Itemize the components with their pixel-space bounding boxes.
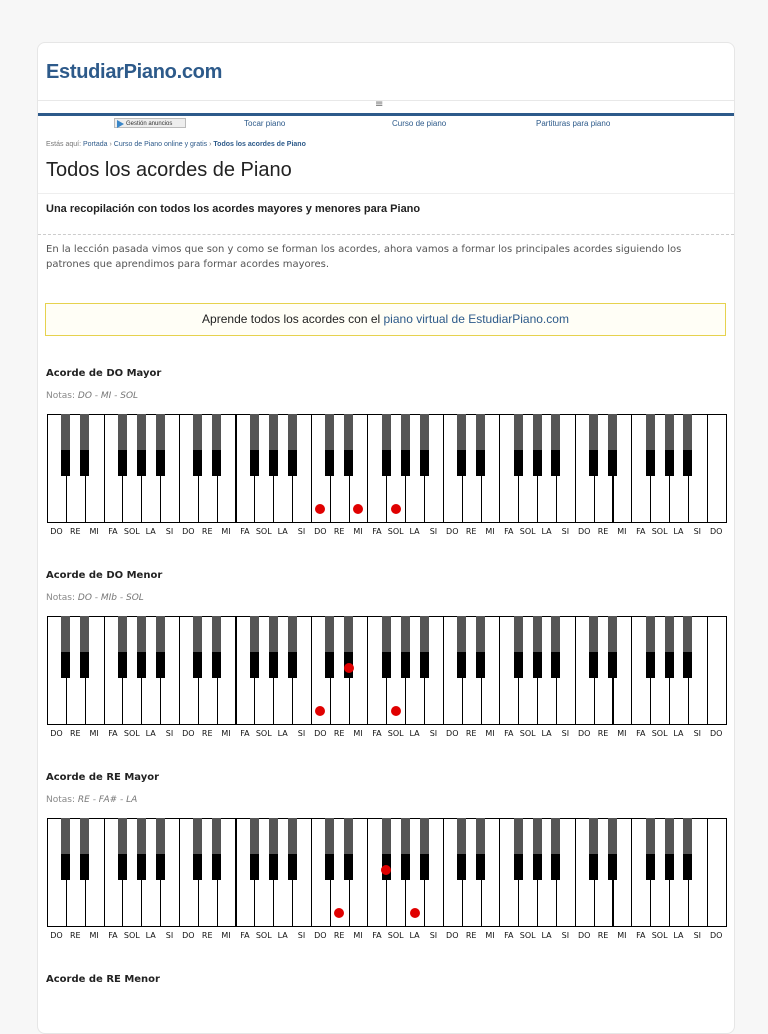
- key-label: LA: [409, 931, 420, 940]
- black-key[interactable]: [608, 616, 617, 678]
- piano-keyboard[interactable]: [47, 818, 725, 940]
- site-logo[interactable]: EstudiarPiano.com: [46, 61, 223, 83]
- black-key[interactable]: [401, 414, 410, 476]
- black-key[interactable]: [118, 616, 127, 678]
- piano-keyboard[interactable]: [47, 414, 725, 536]
- black-key[interactable]: [646, 616, 655, 678]
- key-label: DO: [577, 527, 591, 536]
- key-label: FA: [504, 931, 514, 940]
- key-label: SI: [561, 931, 570, 940]
- key-label: MI: [485, 931, 495, 940]
- black-key[interactable]: [137, 818, 146, 880]
- breadcrumb-separator: ›: [109, 141, 112, 148]
- key-label: DO: [182, 527, 195, 536]
- black-key[interactable]: [401, 818, 410, 880]
- key-label: DO: [314, 931, 327, 940]
- black-key[interactable]: [193, 818, 202, 880]
- black-key[interactable]: [250, 414, 259, 476]
- black-key[interactable]: [212, 414, 221, 476]
- black-key[interactable]: [533, 818, 542, 880]
- key-label: MI: [353, 527, 363, 536]
- key-label: DO: [50, 527, 63, 536]
- key-label: SOL: [387, 931, 404, 940]
- key-label: LA: [673, 729, 684, 738]
- black-key[interactable]: [589, 414, 598, 476]
- black-key[interactable]: [288, 414, 297, 476]
- key-label: FA: [240, 931, 250, 940]
- black-key[interactable]: [476, 818, 485, 880]
- black-key[interactable]: [683, 414, 692, 476]
- chord-notes: [46, 391, 138, 401]
- key-label: RE: [465, 729, 477, 738]
- key-label: LA: [541, 729, 552, 738]
- key-label: SI: [693, 931, 702, 940]
- callout-box: [45, 303, 726, 336]
- black-key[interactable]: [457, 616, 466, 678]
- key-label: MI: [89, 729, 99, 738]
- key-label: DO: [50, 729, 63, 738]
- black-key[interactable]: [156, 818, 165, 880]
- black-key[interactable]: [683, 818, 692, 880]
- black-key[interactable]: [80, 414, 89, 476]
- key-label: MI: [353, 931, 363, 940]
- play-triangle-icon: [117, 120, 124, 128]
- chord-title: Acorde de RE Mayor: [46, 772, 160, 783]
- key-label: SOL: [651, 931, 668, 940]
- key-label: FA: [636, 527, 646, 536]
- key-label: SOL: [387, 729, 404, 738]
- black-key[interactable]: [250, 818, 259, 880]
- black-key[interactable]: [457, 414, 466, 476]
- breadcrumb: [46, 141, 306, 148]
- page-title: Todos los acordes de Piano: [46, 159, 292, 181]
- key-label: RE: [201, 527, 213, 536]
- note-marker: [391, 504, 401, 514]
- key-label: DO: [446, 527, 459, 536]
- key-label: SI: [297, 729, 306, 738]
- breadcrumb-item-curso[interactable]: Curso de Piano online y gratis: [113, 141, 208, 148]
- key-label: SOL: [123, 527, 140, 536]
- key-label: DO: [182, 931, 195, 940]
- nav-item-partituras[interactable]: Partituras para piano: [536, 119, 611, 128]
- key-label: RE: [69, 527, 81, 536]
- black-key[interactable]: [589, 818, 598, 880]
- black-key[interactable]: [457, 818, 466, 880]
- key-label: FA: [372, 527, 382, 536]
- breadcrumb-item-current: Todos los acordes de Piano: [213, 141, 306, 148]
- intro-paragraph: En la lección pasada vimos que son y como se forman los acordes, ahora vamos a formar los principales acordes siguiendo los patrones que aprendimos para formar acordes mayores.: [46, 244, 682, 270]
- chord-title: Acorde de RE Menor: [46, 974, 160, 985]
- key-label: SOL: [651, 527, 668, 536]
- black-key[interactable]: [420, 414, 429, 476]
- key-label: SI: [165, 729, 174, 738]
- black-key[interactable]: [420, 616, 429, 678]
- key-label: DO: [50, 931, 63, 940]
- key-label: LA: [673, 527, 684, 536]
- key-label: FA: [636, 931, 646, 940]
- key-label: FA: [240, 527, 250, 536]
- black-key[interactable]: [344, 818, 353, 880]
- key-label: DO: [446, 729, 459, 738]
- key-label: SI: [561, 527, 570, 536]
- chord-title: Acorde de DO Mayor: [46, 368, 162, 379]
- black-key[interactable]: [325, 818, 334, 880]
- key-label: RE: [201, 931, 213, 940]
- black-key[interactable]: [551, 414, 560, 476]
- note-marker: [353, 504, 363, 514]
- key-label: DO: [709, 931, 723, 940]
- key-label: RE: [597, 931, 609, 940]
- notes-label: Notas:: [46, 593, 76, 603]
- black-key[interactable]: [514, 818, 523, 880]
- nav-bar: [38, 113, 734, 116]
- black-key[interactable]: [212, 616, 221, 678]
- key-label: SOL: [255, 527, 272, 536]
- key-label: FA: [372, 729, 382, 738]
- ad-settings-label: Gestión anuncios: [126, 121, 173, 127]
- key-label: RE: [465, 527, 477, 536]
- black-key[interactable]: [269, 414, 278, 476]
- breadcrumb-separator: ›: [209, 141, 212, 148]
- notes-value: RE - FA# - LA: [77, 795, 138, 805]
- black-key[interactable]: [80, 616, 89, 678]
- black-key[interactable]: [250, 616, 259, 678]
- black-key[interactable]: [514, 414, 523, 476]
- black-key[interactable]: [80, 818, 89, 880]
- key-label: DO: [577, 729, 591, 738]
- key-label: FA: [108, 729, 118, 738]
- note-marker: [410, 908, 420, 918]
- key-label: SI: [429, 931, 438, 940]
- black-key[interactable]: [608, 818, 617, 880]
- black-key[interactable]: [61, 414, 70, 476]
- black-key[interactable]: [646, 414, 655, 476]
- black-key[interactable]: [683, 616, 692, 678]
- key-label: MI: [221, 527, 231, 536]
- key-label: LA: [145, 931, 156, 940]
- key-label: RE: [333, 729, 345, 738]
- key-label: FA: [372, 931, 382, 940]
- key-label: SOL: [651, 729, 668, 738]
- key-label: RE: [597, 527, 609, 536]
- key-label: RE: [597, 729, 609, 738]
- black-key[interactable]: [665, 616, 674, 678]
- key-label: MI: [353, 729, 363, 738]
- black-key[interactable]: [589, 616, 598, 678]
- black-key[interactable]: [137, 616, 146, 678]
- black-key[interactable]: [533, 414, 542, 476]
- black-key[interactable]: [193, 616, 202, 678]
- key-label: MI: [89, 527, 99, 536]
- key-label: LA: [145, 729, 156, 738]
- black-key[interactable]: [382, 414, 391, 476]
- black-key[interactable]: [665, 818, 674, 880]
- key-label: MI: [617, 931, 627, 940]
- black-key[interactable]: [156, 616, 165, 678]
- callout-text: Aprende todos los acordes con el: [202, 312, 384, 326]
- key-label: FA: [504, 527, 514, 536]
- key-label: LA: [277, 729, 288, 738]
- key-label: RE: [69, 729, 81, 738]
- black-key[interactable]: [551, 616, 560, 678]
- key-label: MI: [89, 931, 99, 940]
- breadcrumb-item-portada[interactable]: Portada: [82, 141, 108, 148]
- black-key[interactable]: [514, 616, 523, 678]
- black-key[interactable]: [476, 414, 485, 476]
- key-label: RE: [201, 729, 213, 738]
- key-label: SI: [297, 931, 306, 940]
- notes-value: DO - MIb - SOL: [77, 593, 144, 603]
- menu-icon[interactable]: ≡: [375, 99, 384, 110]
- key-label: SOL: [123, 729, 140, 738]
- key-label: FA: [636, 729, 646, 738]
- key-label: LA: [145, 527, 156, 536]
- key-label: SOL: [255, 931, 272, 940]
- key-label: RE: [465, 931, 477, 940]
- black-key[interactable]: [288, 616, 297, 678]
- key-label: LA: [409, 527, 420, 536]
- notes-label: Notas:: [46, 795, 76, 805]
- white-key[interactable]: [707, 818, 727, 927]
- black-key[interactable]: [118, 818, 127, 880]
- key-label: LA: [541, 931, 552, 940]
- key-label: SI: [429, 729, 438, 738]
- key-label: MI: [617, 729, 627, 738]
- page-container: [37, 42, 735, 1034]
- key-label: LA: [541, 527, 552, 536]
- key-label: LA: [277, 931, 288, 940]
- key-label: FA: [240, 729, 250, 738]
- key-label: MI: [221, 729, 231, 738]
- dashed-divider: [38, 234, 734, 235]
- key-label: DO: [446, 931, 459, 940]
- chord-notes: [46, 593, 144, 603]
- key-label: LA: [277, 527, 288, 536]
- black-key[interactable]: [61, 818, 70, 880]
- black-key[interactable]: [420, 818, 429, 880]
- black-key[interactable]: [665, 414, 674, 476]
- key-label: SI: [693, 527, 702, 536]
- virtual-piano-link[interactable]: piano virtual de EstudiarPiano.com: [383, 312, 569, 326]
- black-key[interactable]: [401, 616, 410, 678]
- black-key[interactable]: [269, 818, 278, 880]
- chord-title: Acorde de DO Menor: [46, 570, 163, 581]
- key-label: DO: [314, 729, 327, 738]
- page-subtitle: Una recopilación con todos los acordes mayores y menores para Piano: [46, 203, 421, 215]
- key-label: MI: [221, 931, 231, 940]
- key-label: SOL: [255, 729, 272, 738]
- black-key[interactable]: [325, 616, 334, 678]
- notes-label: Notas:: [46, 391, 76, 401]
- key-label: SOL: [519, 527, 536, 536]
- key-label: SI: [561, 729, 570, 738]
- note-marker: [391, 706, 401, 716]
- nav-item-tocar-piano[interactable]: Tocar piano: [244, 119, 286, 128]
- key-label: DO: [709, 527, 723, 536]
- white-key[interactable]: [707, 414, 727, 523]
- black-key[interactable]: [118, 414, 127, 476]
- black-key[interactable]: [325, 414, 334, 476]
- key-label: SOL: [519, 931, 536, 940]
- key-label: DO: [182, 729, 195, 738]
- note-marker: [344, 663, 354, 673]
- key-label: DO: [314, 527, 327, 536]
- key-label: RE: [333, 931, 345, 940]
- black-key[interactable]: [608, 414, 617, 476]
- black-key[interactable]: [193, 414, 202, 476]
- header-divider: [38, 100, 734, 101]
- key-label: DO: [709, 729, 723, 738]
- key-label: SOL: [387, 527, 404, 536]
- white-key[interactable]: [707, 616, 727, 725]
- key-label: RE: [69, 931, 81, 940]
- black-key[interactable]: [382, 616, 391, 678]
- key-label: LA: [409, 729, 420, 738]
- key-label: FA: [108, 527, 118, 536]
- title-divider: [38, 193, 734, 194]
- key-label: RE: [333, 527, 345, 536]
- key-label: SI: [297, 527, 306, 536]
- breadcrumb-prefix: Estás aquí:: [46, 141, 82, 148]
- black-key[interactable]: [137, 414, 146, 476]
- key-label: DO: [577, 931, 591, 940]
- black-key[interactable]: [476, 616, 485, 678]
- black-key[interactable]: [344, 414, 353, 476]
- key-label: MI: [617, 527, 627, 536]
- key-label: SOL: [519, 729, 536, 738]
- black-key[interactable]: [646, 818, 655, 880]
- key-label: SI: [165, 931, 174, 940]
- key-label: LA: [673, 931, 684, 940]
- black-key[interactable]: [288, 818, 297, 880]
- black-key[interactable]: [61, 616, 70, 678]
- black-key[interactable]: [156, 414, 165, 476]
- key-label: FA: [504, 729, 514, 738]
- key-label: SI: [165, 527, 174, 536]
- key-label: SOL: [123, 931, 140, 940]
- ad-settings-button[interactable]: [114, 118, 186, 128]
- chord-notes: [46, 795, 137, 805]
- key-label: FA: [108, 931, 118, 940]
- notes-value: DO - MI - SOL: [77, 391, 139, 401]
- black-key[interactable]: [212, 818, 221, 880]
- key-label: SI: [693, 729, 702, 738]
- key-label: MI: [485, 729, 495, 738]
- key-label: MI: [485, 527, 495, 536]
- nav-item-curso-piano[interactable]: Curso de piano: [392, 119, 447, 128]
- black-key[interactable]: [533, 616, 542, 678]
- black-key[interactable]: [269, 616, 278, 678]
- key-label: SI: [429, 527, 438, 536]
- black-key[interactable]: [551, 818, 560, 880]
- piano-keyboard[interactable]: [47, 616, 725, 738]
